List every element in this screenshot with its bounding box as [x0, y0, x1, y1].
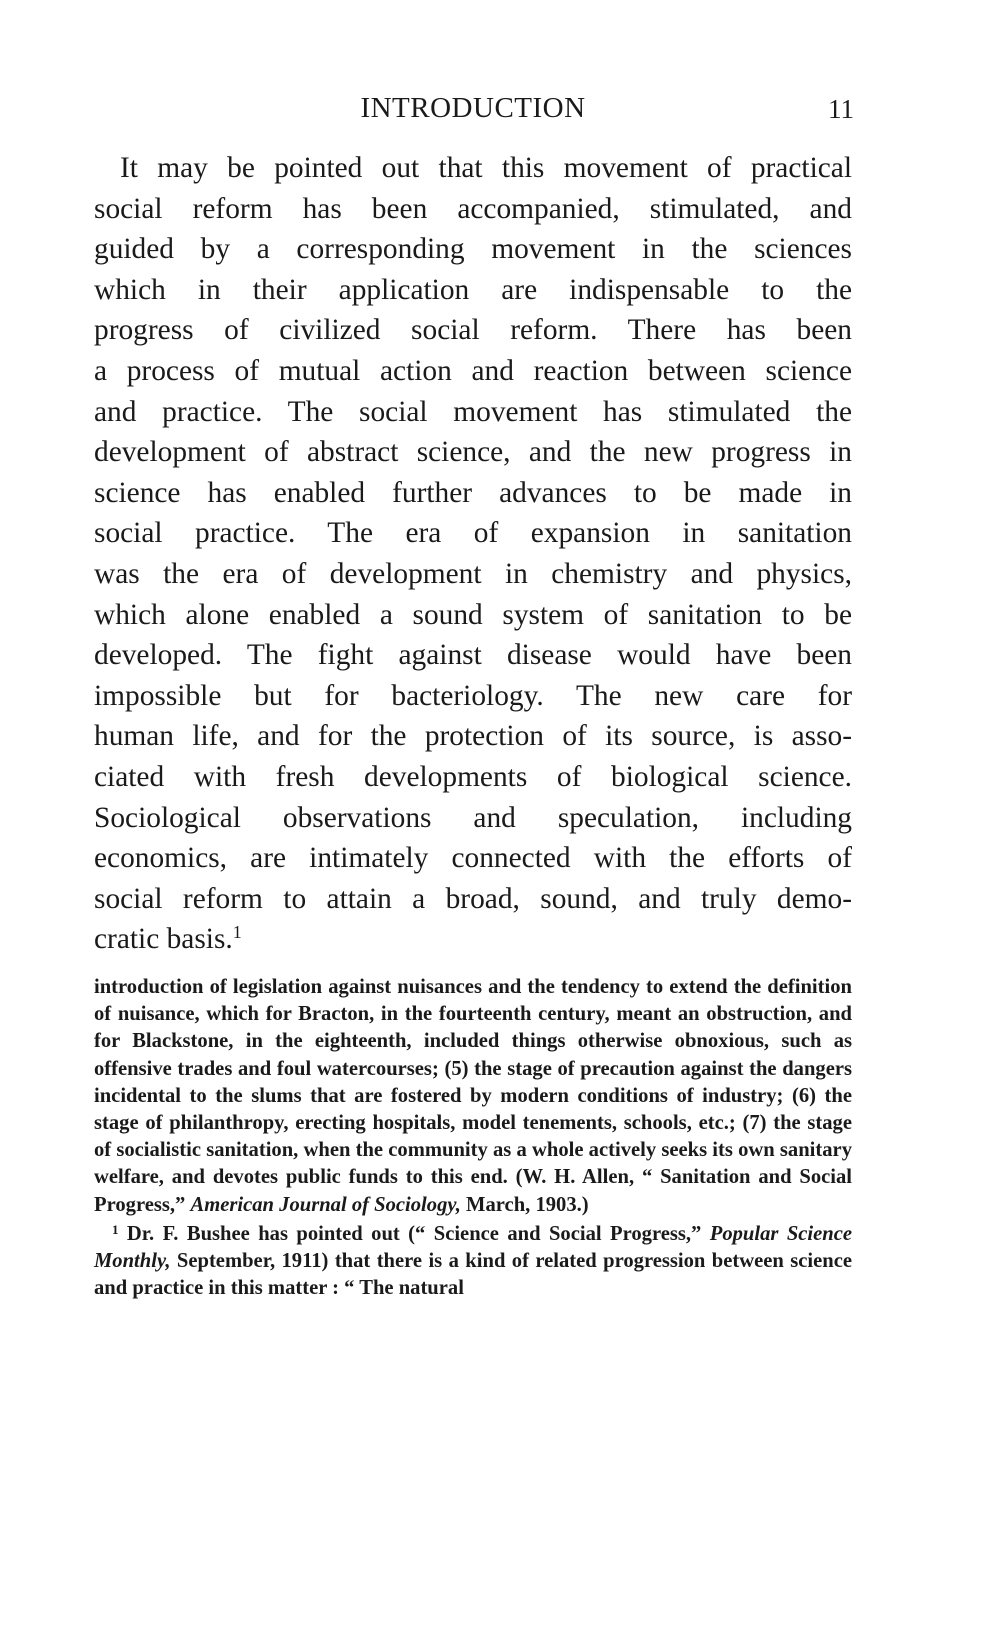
text-line: social practice. The era of expansion in sanitation [94, 517, 852, 550]
footnote-continued [94, 974, 852, 1219]
text-line: which alone enabled a sound system of sanitation to be [94, 598, 852, 631]
text-line: was the era of development in chemistry and physics, [94, 557, 852, 590]
running-head [92, 92, 854, 132]
text-line: development of abstract science, and the new progress in [94, 436, 852, 469]
text-line: developed. The fight against disease would have been [94, 639, 852, 672]
text-line: guided by a corresponding movement in the sciences [94, 233, 852, 266]
footnote-marker: 1 [112, 1221, 119, 1237]
footnote-journal-title: American Journal of Sociology, [190, 1193, 461, 1216]
text-line: a process of mutual action and reaction between science [94, 354, 852, 387]
footnote-journal-title: Popular Science Monthly, [94, 1222, 853, 1273]
footnote-reference: 1 [232, 922, 242, 943]
text-line: human life, and for the protection of its source, is asso- [94, 720, 852, 753]
text-line: Sociological observations and speculation, including [94, 801, 852, 834]
text-line: which in their application are indispensable to the [94, 273, 852, 306]
text-line: and practice. The social movement has stimulated the [94, 395, 852, 428]
footnote-continued-text: introduction of legislation against nuisances and the tendency to extend the definition of nuisance, which for Bracton, in the fourteenth century, meant an obstruction, and for Blackstone, in the eighteenth, included things otherwise obnoxious, such as offensive trades and foul watercourses; (5) the stage of precaution against the dangers incidental to the slums that are fostered by modern conditions of industry; (6) the stage of philanthropy, erecting hospitals, model tenements, schools, etc.; (7) the stage of socialistic sanitation, when the community as a whole actively seeks its own sanitary welfare, and devotes public funds to this end. (W. H. Allen, “ Sanitation and Social Progress,” [94, 976, 852, 1216]
text-line: economics, are intimately connected with the efforts of [94, 842, 852, 875]
page-number: 11 [828, 94, 854, 124]
footnote-rest: September, 1911) that there is a kind of related progression between science and practice in this matter : “ The natural [94, 1250, 852, 1300]
text-line: progress of civilized social reform. There has been [94, 314, 852, 347]
text-line: ciated with fresh developments of biological science. [94, 760, 852, 793]
footnote-intro: Dr. F. Bushee has pointed out (“ Science and Social Progress,” [126, 1222, 702, 1245]
text-line-content: cratic basis. [94, 923, 233, 956]
text-line: social reform to attain a broad, sound, and truly demo- [94, 882, 852, 915]
text-line-last [94, 919, 852, 960]
text-line: science has enabled further advances to be made in [94, 476, 852, 509]
chapter-title: INTRODUCTION [360, 92, 586, 124]
footnotes [94, 974, 852, 1302]
footnote-1 [94, 1221, 852, 1303]
text-line: impossible but for bacteriology. The new care for [94, 679, 852, 712]
main-paragraph [94, 148, 852, 960]
text-line: It may be pointed out that this movement of practical [120, 152, 852, 184]
footnote-date: March, 1903.) [466, 1193, 589, 1216]
text-line: social reform has been accompanied, stimulated, and [94, 192, 852, 225]
